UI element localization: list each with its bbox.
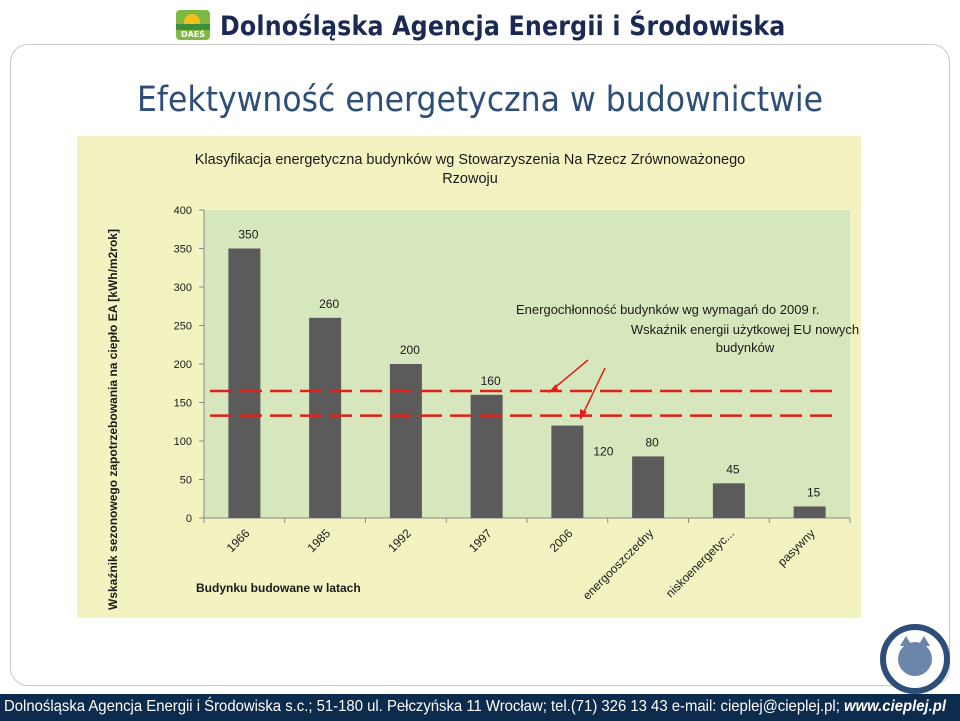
x-tick-label: 2006 [546, 526, 576, 556]
bar-value-label: 120 [593, 444, 614, 459]
logo-text: DAEŚ [180, 30, 206, 39]
x-tick-label: 1966 [223, 526, 253, 556]
bar-value-label: 200 [399, 343, 420, 357]
y-tick-label: 50 [179, 474, 192, 487]
y-tick-label: 350 [173, 243, 192, 256]
annotation-arrow [552, 360, 588, 390]
bar-1985 [309, 318, 341, 518]
footer [0, 694, 960, 721]
bar-value-label: 80 [645, 435, 659, 450]
y-tick-label: 0 [185, 513, 192, 525]
bar-2006 [551, 426, 583, 518]
bar-1997 [471, 395, 503, 518]
bar-value-label: 45 [726, 462, 740, 477]
bar-niskoenergetyc... [713, 483, 745, 518]
x-tick-label: 1997 [465, 526, 495, 556]
y-tick-label: 200 [173, 359, 192, 371]
footer-text [4, 698, 946, 716]
x-tick-label: niskoenergetyc... [662, 526, 737, 601]
footer-contact: Dolnośląska Agencja Energii i Środowiska s.c.; 51-180 ul. Pełczyńska 11 Wrocław; tel.(71) 326 13 43 e-mail: cieplej@cieplej.pl; [4, 698, 840, 715]
x-axis-label: Budynku budowane w latach [196, 581, 361, 595]
bar-value-label: 160 [480, 373, 501, 388]
bar-1992 [390, 364, 422, 518]
x-tick-label: 1992 [385, 526, 414, 556]
bar-pasywny [794, 506, 826, 518]
y-tick-label: 400 [173, 205, 192, 217]
chart-title: Klasyfikacja energetyczna budynków wg Stowarzyszenia Na Rzecz Zrównoważonego Rzowoju [194, 152, 746, 187]
bar-value-label: 350 [238, 227, 259, 242]
bar-1966 [228, 249, 260, 519]
y-tick-label: 100 [173, 436, 192, 448]
annotation-requirements-2009: Energochłonność budynków wg wymagań do 2009 r. [516, 302, 820, 317]
x-tick-label: 1985 [304, 526, 334, 556]
cat-logo-icon [880, 624, 950, 694]
bar-energooszczedny [632, 456, 664, 518]
y-axis-label: Wskaźnik sezonowego zapotrzebowania na ciepło EA [kWh/m2rok] [106, 229, 120, 610]
y-tick-label: 250 [173, 320, 192, 333]
x-tick-label: energooszczedny [579, 526, 657, 603]
annotation-eu-indicator: Wskaźnik energii użytkowej EU nowych budynków [630, 322, 860, 355]
bar-value-label: 15 [806, 485, 821, 500]
x-tick-label: pasywny [774, 526, 818, 570]
bar-value-label: 260 [319, 296, 340, 311]
y-tick-label: 150 [173, 397, 192, 410]
y-tick-label: 300 [173, 282, 192, 294]
org-name: Dolnośląska Agencja Energii i Środowiska [220, 11, 786, 42]
page-title: Efektywność energetyczna w budownictwie [136, 80, 824, 120]
footer-brand-link[interactable]: www.cieplej.pl [843, 698, 946, 715]
